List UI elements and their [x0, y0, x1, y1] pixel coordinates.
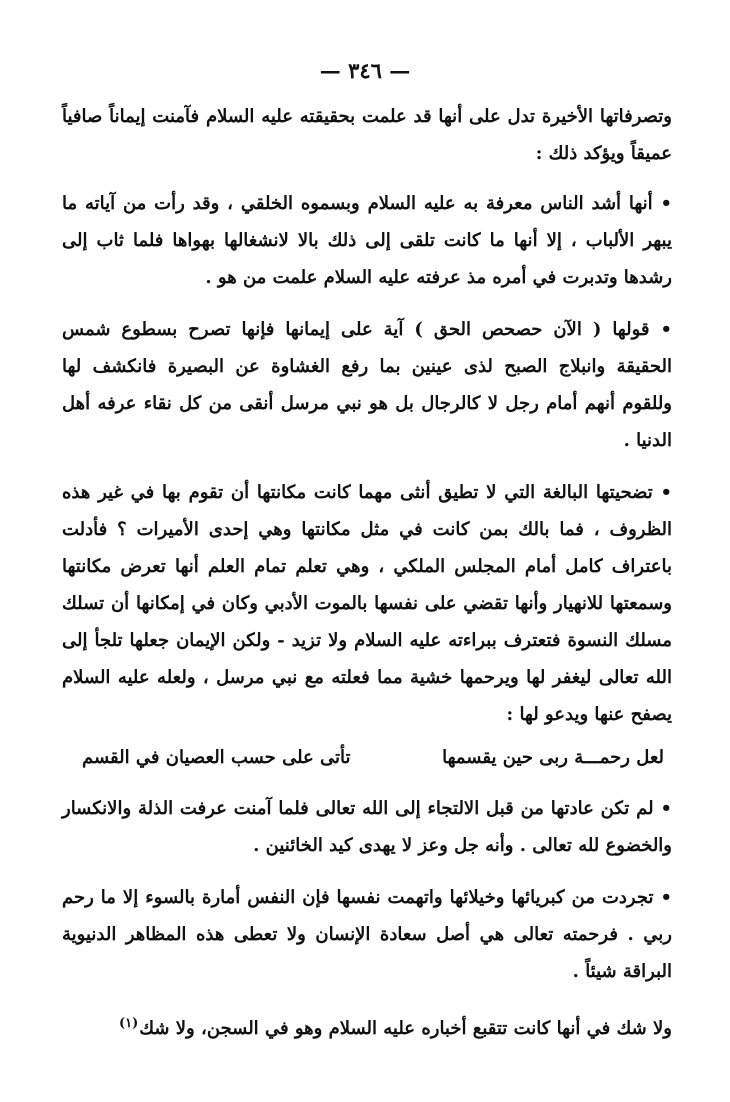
point-paragraph: • تضحيتها البالغة التي لا تطيق أنثى مهما كانت مكانتها أن تقوم بها في غير هذه الظروف ، فما بالك بمن كانت في مثل مكانتها وهي إحدى الأميرات ؟ فأدلت باعتراف كامل أمام المجلس الملكي ، وهي تعلم تمام العلم أنها تعرض مكانتها وسمعتها للانهيار وأنها تقضي على نفسها بالموت الأدبي وكان في إمكانها أن تسلك مسلك النسوة فتعترف ببراءته عليه السلام ولا تزيد - ولكن الإيمان جعلها تلجأ إلى الله تعالى ليغفر لها ويرحمها خشية مما فعلته مع نبي مرسل ، ولعله عليه السلام يصفح عنها ويدعو لها :: [62, 482, 672, 725]
point-paragraph: • لم تكن عادتها من قبل الالتجاء إلى الله تعالى فلما آمنت عرفت الذلة والانكسار والخضوع لله تعالى . وأنه جل وعز لا يهدى كيد الخائنين .: [62, 798, 672, 856]
closing-paragraph: [62, 1005, 672, 1047]
footnote-marker: (١): [118, 1016, 139, 1031]
verse-second-hemistich: تأتى على حسب العصيان في القسم: [82, 747, 351, 768]
page-number: — ٣٤٦ —: [319, 58, 411, 83]
closing-text: ولا شك في أنها كانت تتقبع أخباره عليه السلام وهو في السجن، ولا شك: [139, 1018, 672, 1039]
body-text: [62, 98, 672, 1062]
verse-first-hemistich: لعل رحمـــة ربى حين يقسمها: [442, 747, 664, 768]
point-paragraph: • قولها ( الآن حصحص الحق ) آية على إيمانها فإنها تصرح بسطوع شمس الحقيقة وانبلاج الصبح لذى عينين بما رفع الغشاوة عن البصيرة فانكشف لها وللقوم أنهم أمام رجل لا كالرجال بل هو نبي مرسل أنقى من كل نقاء عرفه أهل الدنيا .: [62, 319, 672, 451]
poetry-verse: [62, 739, 672, 776]
point-paragraph: • أنها أشد الناس معرفة به عليه السلام وبسموه الخلقي ، وقد رأت من آياته ما يبهر الألباب ، إلا أنها ما كانت تلقى إلى ذلك بالا لانشغالها بهواها فلما ثاب إلى رشدها وتدبرت في أمره مذ عرفته عليه السلام علمت من هو .: [62, 193, 672, 288]
intro-paragraph: وتصرفاتها الأخيرة تدل على أنها قد علمت بحقيقته عليه السلام فآمنت إيماناً صافياً عميقاً ويؤكد ذلك :: [62, 106, 672, 164]
point-paragraph: • تجردت من كبريائها وخيلائها واتهمت نفسها فإن النفس أمارة بالسوء إلا ما رحم ربي . فرحمته تعالى هي أصل سعادة الإنسان ولا تعطى هذه المظاهر الدنيوية البراقة شيئاً .: [62, 887, 672, 982]
